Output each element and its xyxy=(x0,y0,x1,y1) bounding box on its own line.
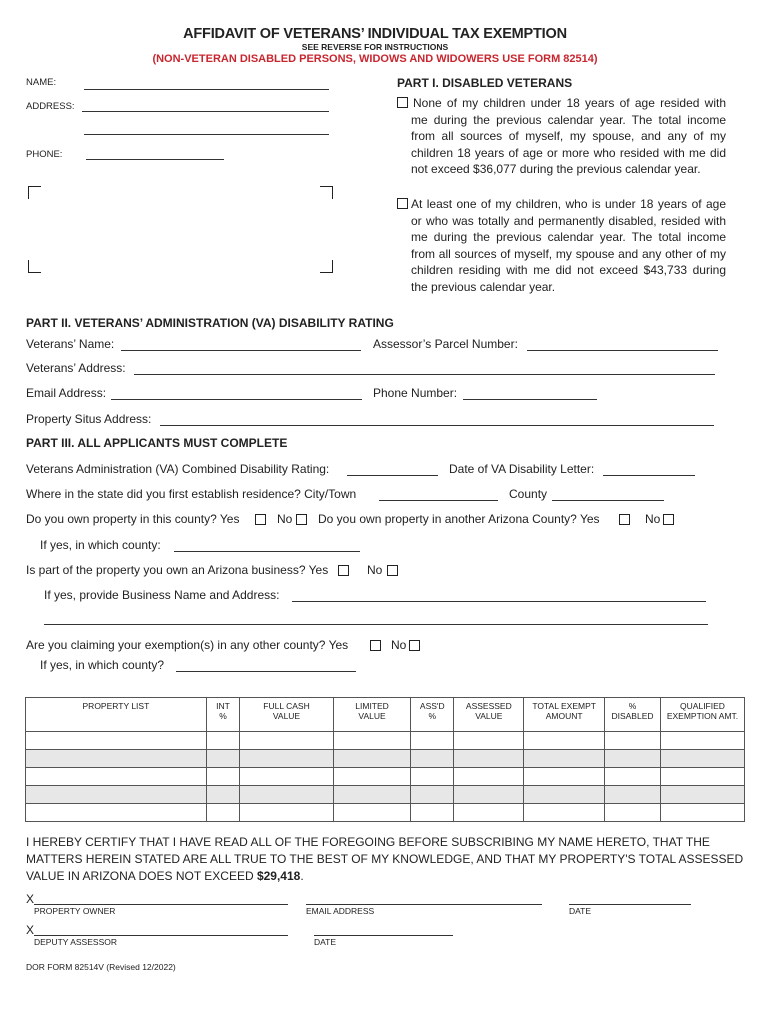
email-address-field[interactable] xyxy=(111,399,362,400)
table-row xyxy=(26,768,745,786)
other-county-no-checkbox[interactable] xyxy=(409,640,420,651)
deputy-x-mark: X xyxy=(26,923,35,937)
form-redline-note: (NON-VETERAN DISABLED PERSONS, WIDOWS AND WIDOWERS USE FORM 82514) xyxy=(152,53,598,65)
table-row xyxy=(26,750,745,768)
assessed-value-limit: $29,418 xyxy=(256,869,301,883)
residence-question: Where in the state did you first establish residence? City/Town xyxy=(26,487,357,501)
deputy-assessor-label: DEPUTY ASSESSOR xyxy=(34,937,117,947)
phone-field[interactable] xyxy=(86,159,224,160)
business-name-field[interactable] xyxy=(292,601,706,602)
address-label: ADDRESS: xyxy=(26,101,75,112)
col-header-disabled: % DISABLED xyxy=(605,698,661,732)
owner-date-field[interactable] xyxy=(569,904,691,905)
residence-county-field[interactable] xyxy=(552,500,664,501)
business-yes-checkbox[interactable] xyxy=(338,565,349,576)
property-owner-label: PROPERTY OWNER xyxy=(34,906,116,916)
table-header-row xyxy=(26,698,745,732)
property-situs-label: Property Situs Address: xyxy=(26,412,152,426)
col-header-property-list: PROPERTY LIST xyxy=(26,698,207,732)
name-field[interactable] xyxy=(84,89,329,90)
col-header-qualified: QUALIFIED EXEMPTION AMT. xyxy=(660,698,744,732)
property-situs-field[interactable] xyxy=(160,425,714,426)
label-corner-bottom-left xyxy=(28,260,41,273)
part1-option1-text: None of my children under 18 years of age resided with me during the previous calendar year. The total income from all sources of myself, my spouse, and any of my children 18 years of age or more who resided with me did not exceed $36,077 during the previous calendar year. xyxy=(411,96,726,176)
label-corner-top-right xyxy=(320,186,333,199)
parcel-number-field[interactable] xyxy=(527,350,718,351)
va-letter-date-field[interactable] xyxy=(603,475,695,476)
property-list-table xyxy=(25,697,745,822)
email-address-signature-field[interactable] xyxy=(306,904,542,905)
own-county-yes-checkbox[interactable] xyxy=(255,514,266,525)
own-county-no-checkbox[interactable] xyxy=(296,514,307,525)
label-corner-top-left xyxy=(28,186,41,199)
own-other-county-no-label: No xyxy=(645,512,661,526)
va-letter-date-label: Date of VA Disability Letter: xyxy=(449,462,595,476)
phone-label: PHONE: xyxy=(26,149,63,160)
name-label: NAME: xyxy=(26,77,57,88)
deputy-assessor-signature-field[interactable] xyxy=(34,935,288,936)
county-label: County xyxy=(509,487,548,501)
email-address-sig-label: EMAIL ADDRESS xyxy=(306,906,375,916)
own-county-question: Do you own property in this county? Yes xyxy=(26,512,240,526)
part2-heading: PART II. VETERANS’ ADMINISTRATION (VA) DISABILITY RATING xyxy=(26,316,394,330)
veterans-name-label: Veterans’ Name: xyxy=(26,337,115,351)
which-county-field[interactable] xyxy=(174,551,360,552)
deputy-date-label: DATE xyxy=(314,937,337,947)
parcel-number-label: Assessor’s Parcel Number: xyxy=(373,337,518,351)
form-subtitle: SEE REVERSE FOR INSTRUCTIONS xyxy=(301,42,449,52)
other-county-question: Are you claiming your exemption(s) in any other county? Yes xyxy=(26,638,349,652)
col-header-assd: ASS'D % xyxy=(411,698,454,732)
owner-x-mark: X xyxy=(26,892,35,906)
col-header-limited: LIMITED VALUE xyxy=(333,698,410,732)
other-county-no-label: No xyxy=(391,638,407,652)
veterans-address-field[interactable] xyxy=(134,374,715,375)
business-no-checkbox[interactable] xyxy=(387,565,398,576)
own-other-county-question: Do you own property in another Arizona County? Yes xyxy=(318,512,600,526)
business-name-label: If yes, provide Business Name and Address: xyxy=(44,588,280,602)
business-question: Is part of the property you own an Arizona business? Yes xyxy=(26,563,329,577)
business-no-label: No xyxy=(367,563,383,577)
va-rating-field[interactable] xyxy=(347,475,438,476)
part1-option1-checkbox[interactable] xyxy=(397,97,408,108)
table-row xyxy=(26,786,745,804)
residence-city-field[interactable] xyxy=(379,500,498,501)
part3-heading: PART III. ALL APPLICANTS MUST COMPLETE xyxy=(26,436,288,450)
label-corner-bottom-right xyxy=(320,260,333,273)
veterans-address-label: Veterans’ Address: xyxy=(26,361,126,375)
property-owner-signature-field[interactable] xyxy=(34,904,288,905)
phone-number-label: Phone Number: xyxy=(373,386,458,400)
which-county2-field[interactable] xyxy=(176,671,356,672)
col-header-full-cash: FULL CASH VALUE xyxy=(240,698,334,732)
col-header-assessed: ASSESSED VALUE xyxy=(454,698,524,732)
form-title: AFFIDAVIT OF VETERANS’ INDIVIDUAL TAX EXEMPTION xyxy=(183,26,567,42)
phone-number-field[interactable] xyxy=(463,399,597,400)
table-row xyxy=(26,732,745,750)
which-county-label: If yes, in which county: xyxy=(40,538,161,552)
deputy-date-field[interactable] xyxy=(314,935,453,936)
own-other-county-no-checkbox[interactable] xyxy=(663,514,674,525)
address-field-line1[interactable] xyxy=(82,111,329,112)
other-county-yes-checkbox[interactable] xyxy=(370,640,381,651)
address-field-line2[interactable] xyxy=(84,134,329,135)
owner-date-label: DATE xyxy=(569,906,592,916)
table-row xyxy=(26,804,745,822)
col-header-total-exempt: TOTAL EXEMPT AMOUNT xyxy=(524,698,605,732)
col-header-int: INT % xyxy=(206,698,239,732)
own-other-county-yes-checkbox[interactable] xyxy=(619,514,630,525)
part1-option2-text: At least one of my children, who is under 18 years of age or who was totally and permanently disabled, resided with me during the previous calendar year. The total income from all sources of myself, my spouse and any other of my children residing with me did not exceed $43,733 during the previous calendar year. xyxy=(411,197,726,294)
part1-option2-checkbox[interactable] xyxy=(397,198,408,209)
va-rating-label: Veterans Administration (VA) Combined Disability Rating: xyxy=(26,462,330,476)
form-footer-id: DOR FORM 82514V (Revised 12/2022) xyxy=(26,962,176,972)
business-address-field[interactable] xyxy=(44,624,708,625)
veterans-name-field[interactable] xyxy=(121,350,361,351)
part1-heading: PART I. DISABLED VETERANS xyxy=(397,76,573,90)
own-county-no-label: No xyxy=(277,512,293,526)
email-address-label: Email Address: xyxy=(26,386,107,400)
which-county2-label: If yes, in which county? xyxy=(40,658,165,672)
certification-text: I HEREBY CERTIFY THAT I HAVE READ ALL OF THE FOREGOING BEFORE SUBSCRIBING MY NAME HERETO, THAT THE MATTERS HEREIN STATED ARE ALL TRUE TO THE BEST OF MY KNOWLEDGE, AND THAT MY PROPERTY'S TOTAL ASSESSED VALUE IN ARIZONA DOES NOT EXCEED $29,418. xyxy=(26,835,744,883)
